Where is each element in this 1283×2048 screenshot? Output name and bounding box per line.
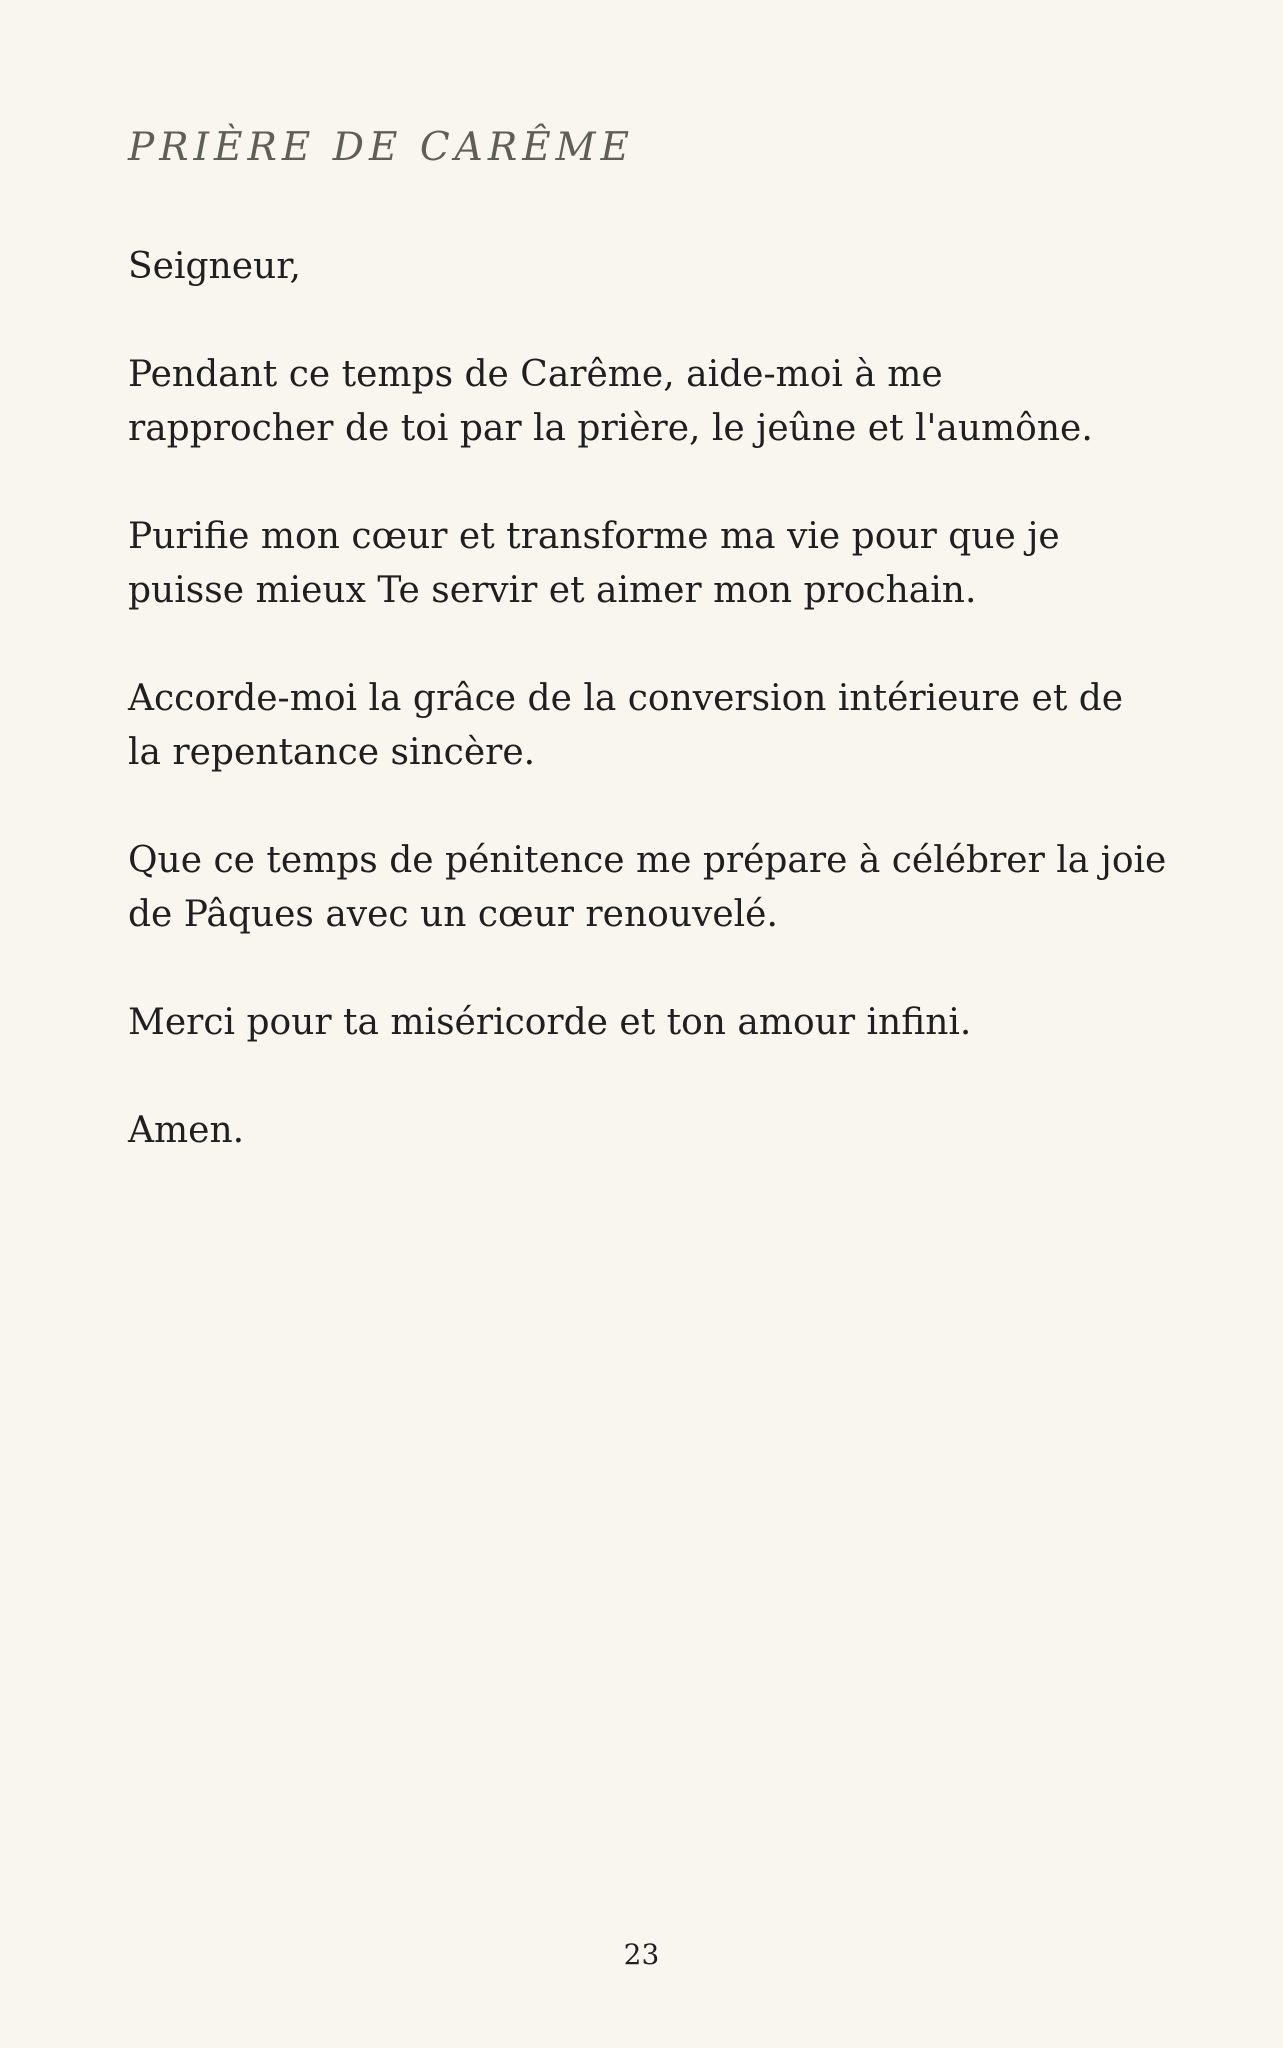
prayer-paragraph: Purifie mon cœur et transforme ma vie pour que je puisse mieux Te servir et aimer mon prochain.	[128, 516, 1060, 611]
prayer-paragraph: Seigneur,	[128, 246, 301, 287]
prayer-title: PRIÈRE DE CARÊME	[128, 125, 635, 170]
prayer-paragraph: Pendant ce temps de Carême, aide-moi à me rapprocher de toi par la prière, le jeûne et l'aumône.	[128, 354, 1093, 449]
prayer-paragraph: Accorde-moi la grâce de la conversion intérieure et de la repentance sincère.	[128, 678, 1124, 773]
page-content	[128, 118, 1168, 1212]
prayer-paragraph: Que ce temps de pénitence me prépare à célébrer la joie de Pâques avec un cœur renouvelé.	[128, 840, 1167, 935]
prayer-body	[128, 240, 1168, 1158]
prayer-paragraph: Merci pour ta miséricorde et ton amour infini.	[128, 1002, 972, 1043]
page-number: 23	[623, 1938, 660, 1971]
prayer-paragraph: Amen.	[128, 1110, 245, 1151]
